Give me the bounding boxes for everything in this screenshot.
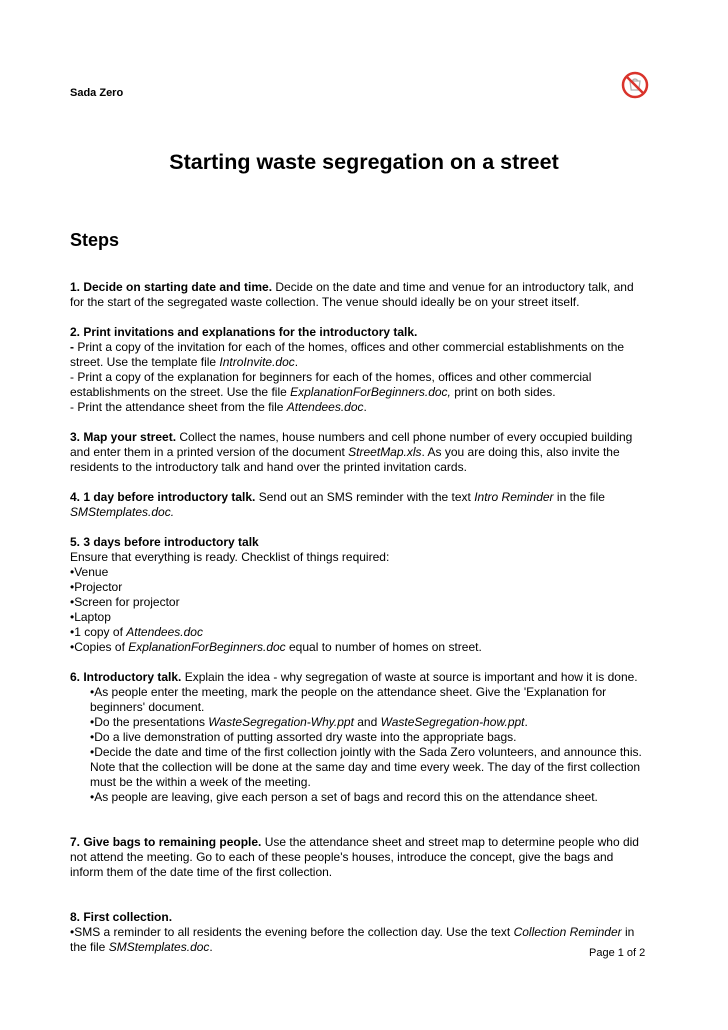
step-6-bullet: •Decide the date and time of the first collection jointly with the Sada Zero volunteers, and announce this. bbox=[90, 745, 642, 759]
step-5-text: Ensure that everything is ready. Checklist of things required: bbox=[70, 550, 390, 564]
step-6 bbox=[70, 670, 670, 805]
step-2-text-5-end: . bbox=[363, 400, 367, 414]
step-3-text-2: and enter them in a printed version of the document bbox=[70, 445, 349, 459]
step-6-bullet: •As people are leaving, give each person a set of bags and record this on the attendance sheet. bbox=[90, 790, 598, 804]
step-2-heading: 2. Print invitations and explanations for the introductory talk. bbox=[70, 325, 418, 339]
step-7-text: Use the attendance sheet and street map to determine people who did bbox=[264, 835, 639, 849]
step-1-heading: 1. Decide on starting date and time. bbox=[70, 280, 273, 294]
step-2-text-4: establishments on the street. Use the file bbox=[70, 385, 291, 399]
step-2-text-4-end: print on both sides. bbox=[450, 385, 556, 399]
step-2-text: Print a copy of the invitation for each of the homes, offices and other commercial establishments on the bbox=[77, 340, 625, 354]
step-2-dash: - bbox=[70, 340, 74, 354]
step-6-bullet: •As people enter the meeting, mark the people on the attendance sheet. Give the 'Explanation for bbox=[90, 685, 607, 699]
page-number: Page 1 of 2 bbox=[589, 947, 646, 959]
no-plastic-bag-logo-icon bbox=[620, 70, 650, 100]
checklist-item: •Venue bbox=[70, 565, 109, 579]
step-8-text-end: in bbox=[621, 925, 635, 939]
step-8-text-2: the file bbox=[70, 940, 109, 954]
steps-body bbox=[70, 280, 670, 970]
step-7 bbox=[70, 835, 670, 880]
step-6-bullet-text-end: . bbox=[524, 715, 528, 729]
file-streetmap: StreetMap.xls bbox=[348, 445, 422, 459]
file-smstemplates: SMStemplates.doc. bbox=[70, 505, 175, 519]
step-3-text-3: residents to the introductory talk and hand over the printed invitation cards. bbox=[70, 460, 467, 474]
checklist-item-text-end: equal to number of homes on street. bbox=[285, 640, 482, 654]
step-2-text-2: street. Use the template file bbox=[70, 355, 220, 369]
file-how-ppt: WasteSegregation-how.ppt bbox=[380, 715, 525, 729]
step-2-text-5: - Print the attendance sheet from the file bbox=[70, 400, 287, 414]
step-6-bullet bbox=[70, 715, 670, 730]
sms-collection-reminder: Collection Reminder bbox=[513, 925, 622, 939]
step-3-heading: 3. Map your street. bbox=[70, 430, 177, 444]
page-title: Starting waste segregation on a street bbox=[169, 150, 559, 174]
step-5-heading: 5. 3 days before introductory talk bbox=[70, 535, 259, 549]
step-4-text: Send out an SMS reminder with the text bbox=[258, 490, 475, 504]
step-3 bbox=[70, 430, 670, 475]
file-why-ppt: WasteSegregation-Why.ppt bbox=[208, 715, 354, 729]
file-introinvite: IntroInvite.doc bbox=[219, 355, 295, 369]
step-1-text-2: for the start of the segregated waste collection. The venue should ideally be on your street itself. bbox=[70, 295, 580, 309]
checklist-item bbox=[70, 640, 670, 655]
file-explanation: ExplanationForBeginners.doc, bbox=[290, 385, 451, 399]
step-7-text-2: not attend the meeting. Go to each of these people's houses, introduce the concept, give the bags and bbox=[70, 850, 614, 864]
file-explanation-2: ExplanationForBeginners.doc bbox=[128, 640, 286, 654]
checklist-item-text: •Copies of bbox=[70, 640, 129, 654]
checklist-item-text: •1 copy of bbox=[70, 625, 127, 639]
step-3-text-2-end: . As you are doing this, also invite the bbox=[421, 445, 620, 459]
step-8 bbox=[70, 910, 670, 955]
step-2 bbox=[70, 325, 670, 415]
step-6-bullet-text: and bbox=[353, 715, 381, 729]
steps-heading: Steps bbox=[70, 230, 120, 250]
step-4-heading: 4. 1 day before introductory talk. bbox=[70, 490, 256, 504]
step-7-text-3: inform them of the date time of the first collection. bbox=[70, 865, 333, 879]
checklist-item: •Screen for projector bbox=[70, 595, 180, 609]
step-6-text: Explain the idea - why segregation of waste at source is important and how it is done. bbox=[184, 670, 638, 684]
step-6-bullet: •Do a live demonstration of putting assorted dry waste into the appropriate bags. bbox=[90, 730, 517, 744]
step-6-bullet-cont: beginners' document. bbox=[90, 700, 205, 714]
step-8-text-2-end: . bbox=[209, 940, 213, 954]
step-2-text-3: - Print a copy of the explanation for beginners for each of the homes, offices and other commercial bbox=[70, 370, 592, 384]
step-6-bullet-cont: Note that the collection will be done at the same day and time every week. The day of the first collection bbox=[90, 760, 641, 774]
step-7-heading: 7. Give bags to remaining people. bbox=[70, 835, 262, 849]
sms-intro-reminder: Intro Reminder bbox=[474, 490, 554, 504]
step-6-bullet-text: •Do the presentations bbox=[90, 715, 209, 729]
file-smstemplates-2: SMStemplates.doc bbox=[108, 940, 210, 954]
checklist-item: •Laptop bbox=[70, 610, 111, 624]
step-3-text: Collect the names, house numbers and cell phone number of every occupied building bbox=[179, 430, 633, 444]
step-8-text: •SMS a reminder to all residents the evening before the collection day. Use the text bbox=[70, 925, 514, 939]
step-2-text-2-end: . bbox=[294, 355, 299, 369]
file-attendees: Attendees.doc bbox=[286, 400, 364, 414]
step-6-heading: 6. Introductory talk. bbox=[70, 670, 182, 684]
step-4-text-end: in the file bbox=[553, 490, 605, 504]
checklist-item: •Projector bbox=[70, 580, 123, 594]
header-org-name: Sada Zero bbox=[70, 87, 124, 99]
step-5 bbox=[70, 535, 670, 655]
step-6-bullet-cont: must be the within a week of the meeting. bbox=[90, 775, 311, 789]
step-1 bbox=[70, 280, 670, 310]
step-8-heading: 8. First collection. bbox=[70, 910, 173, 924]
step-4 bbox=[70, 490, 670, 520]
checklist-item bbox=[70, 625, 670, 640]
file-attendees-2: Attendees.doc bbox=[126, 625, 203, 639]
step-1-text: Decide on the date and time and venue for an introductory talk, and bbox=[275, 280, 634, 294]
